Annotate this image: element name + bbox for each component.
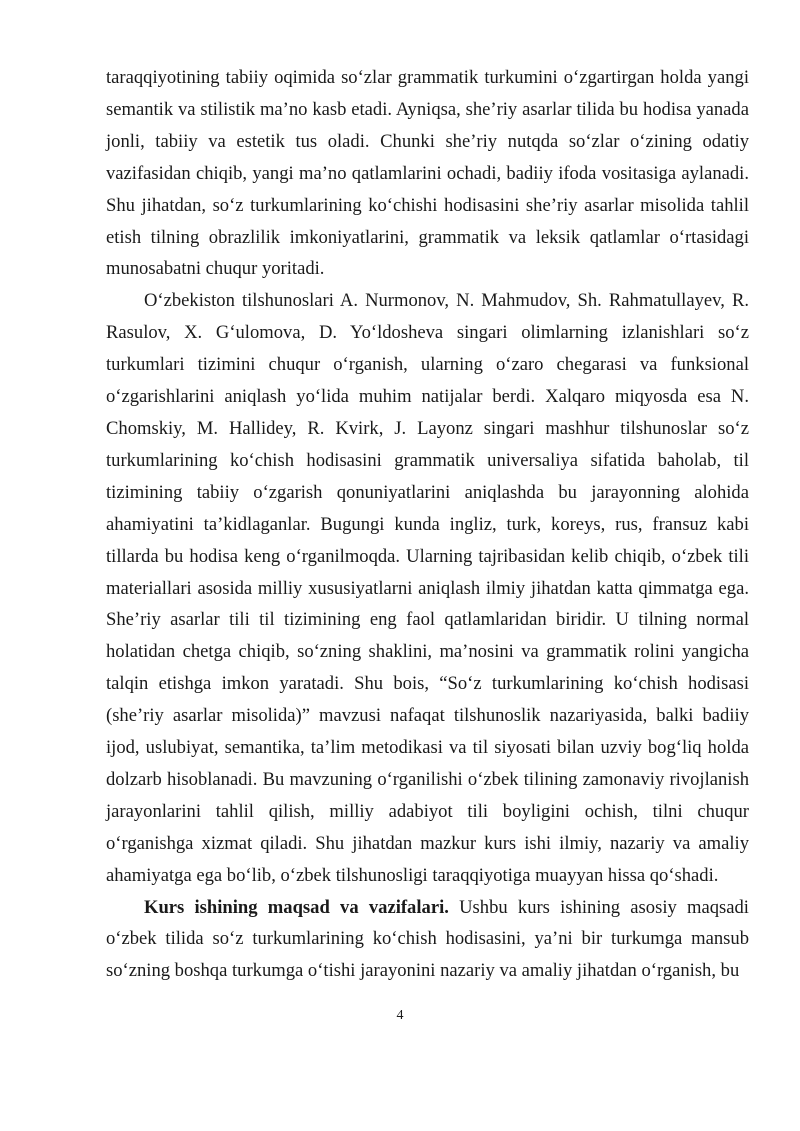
document-page bbox=[106, 62, 749, 987]
paragraph-text: taraqqiyotining tabiiy oqimida so‘zlar grammatik turkumini o‘zgartirgan holda yangi semantik va stilistik ma’no kasb etadi. Ayniqsa, she’riy asarlar tilida bu hodisa yanada jonli, tabiiy va estetik tus oladi. Chunki she’riy nutqda so‘zlar o‘zining odatiy vazifasidan chiqib, yangi ma’no qatlamlarini ochadi, badiiy ifoda vositasiga aylanadi. Shu jihatdan, so‘z turkumlarining ko‘chishi hodisasini she’riy asarlar misolida tahlil etish tilning obrazlilik imkoniyatlarini, grammatik va leksik qatlamlar o‘rtasidagi munosabatni chuqur yoritadi. bbox=[106, 67, 749, 280]
paragraph-goals bbox=[106, 892, 749, 988]
paragraph-linguists bbox=[106, 285, 749, 891]
page-number: 4 bbox=[396, 1008, 404, 1023]
paragraph-continuation bbox=[106, 62, 749, 285]
paragraph-text: O‘zbekiston tilshunoslari A. Nurmonov, N. Mahmudov, Sh. Rahmatullayev, R. Rasulov, X. G‘ulomova, D. Yo‘ldosheva singari olimlarning izlanishlari so‘z turkumlari tizimini chuqur o‘rganish, ularning o‘zaro chegarasi va funksional o‘zgarishlarini aniqlash yo‘lida muhim natijalar berdi. Xalqaro miqyosda esa N. Chomskiy, M. Hallidey, R. Kvirk, J. Layonz singari mashhur tilshunoslar so‘z turkumlarining ko‘chish hodisasini grammatik universaliya sifatida baholab, til tizimining tabiiy o‘zgarish qonuniyatlarini aniqlashda bu jarayonning alohida ahamiyatini ta’kidlaganlar. Bugungi kunda ingliz, turk, koreys, rus, fransuz kabi tillarda bu hodisa keng o‘rganilmoqda. Ularning tajribasidan kelib chiqib, o‘zbek tili materiallari asosida milliy xususiyatlarni aniqlash ilmiy jihatdan katta qimmatga ega. She’riy asarlar tili til tizimining eng faol qatlamlaridan biridir. U tilning normal holatidan chetga chiqib, so‘zning shaklini, ma’nosini va grammatik rolini yangicha talqin etishga imkon yaratadi. Shu bois, “So‘z turkumlarining ko‘chish hodisasi (she’riy asarlar misolida)” mavzusi nafaqat tilshunoslik nazariyasida, balki badiiy ijod, uslubiyat, semantika, ta’lim metodikasi va til siyosati bilan uzviy bog‘liq holda dolzarb hisoblanadi. Bu mavzuning o‘rganilishi o‘zbek tilining zamonaviy rivojlanish jarayonlarini tahlil qilish, milliy adabiyot tili boyligini ochish, tilni chuqur o‘rganishga xizmat qiladi. Shu jihatdan mazkur kurs ishi ilmiy, nazariy va amaliy ahamiyatga ega bo‘lib, o‘zbek tilshunosligi taraqqiyotiga muayyan hissa qo‘shadi. bbox=[106, 290, 749, 886]
paragraph-text: Ushbu kurs ishining asosiy maqsadi o‘zbek tilida so‘z turkumlarining ko‘chish hodisasini, ya’ni bir turkumga mansub so‘zning boshqa turkumga o‘tishi jarayonini nazariy va amaliy jihatdan o‘rganish, bu bbox=[106, 896, 749, 982]
section-lead-heading: Kurs ishining maqsad va vazifalari. bbox=[144, 896, 449, 918]
